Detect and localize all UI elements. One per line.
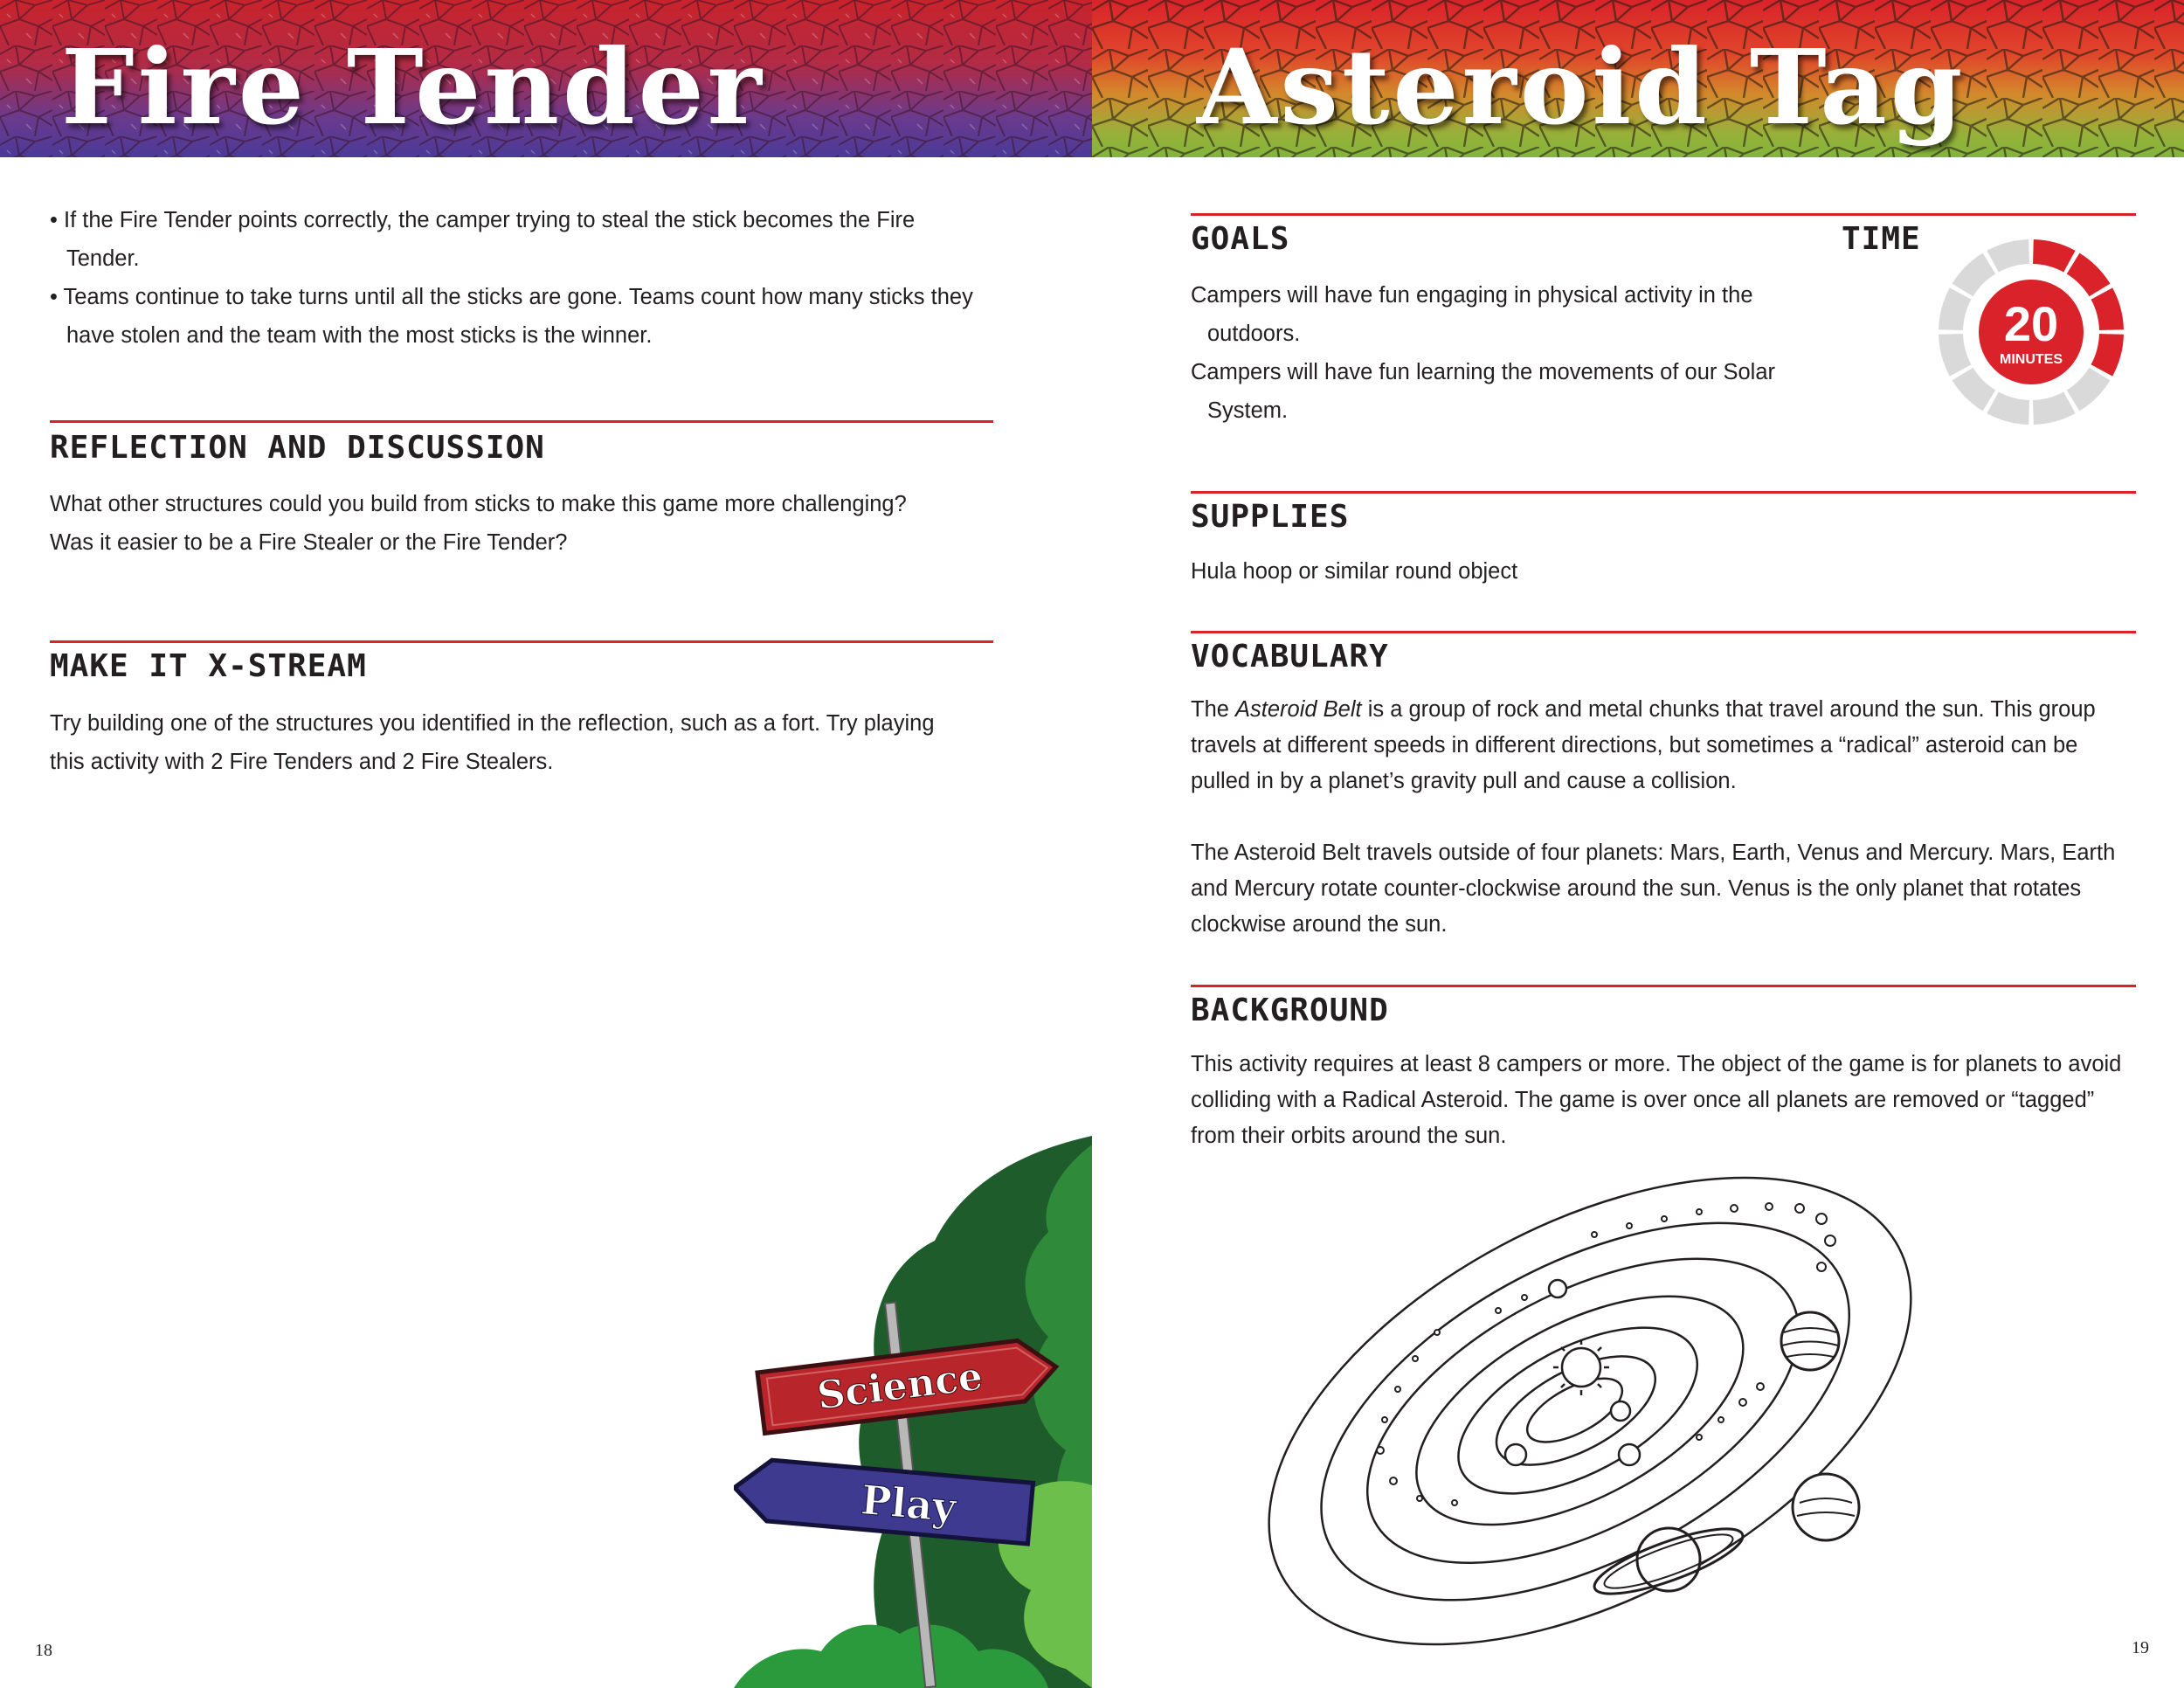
planet-icon [1793, 1474, 1859, 1540]
timer-segment [2067, 253, 2111, 297]
bullet-item: • Teams continue to take turns until all the sticks are gone. Teams count how many sticks they have stolen and the team with the most sticks is the winner. [50, 285, 973, 348]
planet-icon [1549, 1280, 1566, 1297]
bullet-item: • If the Fire Tender points correctly, the camper trying to steal the stick becomes the Fire Tender. [50, 208, 916, 271]
timer-segment [1939, 334, 1971, 377]
vocabulary-paragraph [1191, 692, 2136, 799]
timer-segment [1939, 287, 1971, 330]
timer-segment [2067, 368, 2111, 412]
reflection-line: Was it easier to be a Fire Stealer or the Fire Tender? [50, 530, 568, 555]
left-page-banner [0, 0, 1092, 157]
section-divider [50, 640, 993, 643]
planet-icon [1505, 1444, 1526, 1465]
vocabulary-text [1191, 692, 2136, 943]
right-page-banner [1092, 0, 2184, 157]
supplies-text: Hula hoop or similar round object [1191, 559, 1518, 584]
section-heading-vocabulary: VOCABULARY [1191, 639, 1389, 675]
text-span: The [1191, 697, 1236, 722]
reflection-line: What other structures could you build from sticks to make this game more challenging? [50, 492, 907, 516]
section-heading-xstream: MAKE IT X-STREAM [50, 648, 367, 684]
timer-value: 20 [2003, 296, 2059, 351]
xstream-text [50, 704, 1011, 781]
timer-segment [1952, 368, 1996, 412]
left-page-content [50, 201, 993, 355]
timer-segment [1952, 253, 1996, 297]
goal-item: Campers will have fun learning the movements of our Solar System. [1191, 360, 1775, 423]
planet-icon [1611, 1401, 1630, 1421]
goal-item: Campers will have fun engaging in physical activity in the outdoors. [1191, 283, 1753, 346]
text-span: is a group of rock and metal chunks that travel around the sun. This group travels at different speeds in different directions, but sometimes a “radical” asteroid can be pulled in by a planet’s gravity pull and cause a collision. [1191, 697, 2096, 793]
goals-list [1191, 276, 1776, 430]
term-asteroid-belt: Asteroid Belt [1235, 697, 1362, 722]
page-title: Asteroid Tag [1197, 26, 1966, 148]
asteroid-belt [1377, 1203, 1835, 1505]
section-heading-goals: GOALS [1191, 221, 1290, 257]
timer-segment [2033, 392, 2076, 425]
timer-segment [1987, 392, 2029, 425]
section-heading-supplies: SUPPLIES [1191, 499, 1350, 535]
timer-segment [2091, 287, 2124, 330]
vocabulary-paragraph: The Asteroid Belt travels outside of four planets: Mars, Earth, Venus and Mercury. Mars, Earth and Mercury rotate counter-clockwise around the sun. Venus is the only planet that rotates clockwise around the sun. [1191, 841, 2116, 937]
timer-segment [2091, 334, 2124, 377]
page-title: Fire Tender [61, 26, 765, 148]
section-divider [1191, 213, 2136, 216]
section-heading-background: BACKGROUND [1191, 993, 1389, 1028]
background-text: This activity requires at least 8 campers or more. The object of the game is for planets to avoid colliding with a Radical Asteroid. The game is over once all planets are removed or “tagged” from their orbits around the sun. [1191, 1052, 2122, 1148]
section-heading-reflection: REFLECTION AND DISCUSSION [50, 430, 545, 466]
timer-dial [1935, 236, 2127, 428]
section-divider [1191, 491, 2136, 494]
xstream-line: Try building one of the structures you identified in the reflection, such as a fort. Try playing [50, 711, 935, 736]
solar-system-drawing [1210, 1158, 1970, 1647]
page-number: 18 [35, 1641, 52, 1660]
timer-unit: MINUTES [2000, 352, 2063, 367]
sign-label: Play [859, 1476, 958, 1532]
section-divider [1191, 631, 2136, 633]
signpost-illustration [734, 1136, 1092, 1688]
xstream-line: this activity with 2 Fire Tenders and 2 Fire Stealers. [50, 750, 554, 774]
page-number: 19 [2132, 1638, 2149, 1657]
saturn-icon [1588, 1517, 1749, 1607]
timer-segment [2033, 239, 2076, 272]
sign-label: Science [814, 1353, 985, 1419]
reflection-text [50, 485, 1002, 562]
planet-icon [1619, 1444, 1640, 1465]
section-heading-time: TIME [1842, 221, 1921, 257]
section-divider [1191, 985, 2136, 987]
section-divider [50, 420, 993, 423]
timer-segment [1987, 239, 2029, 272]
sun-icon [1553, 1339, 1609, 1395]
